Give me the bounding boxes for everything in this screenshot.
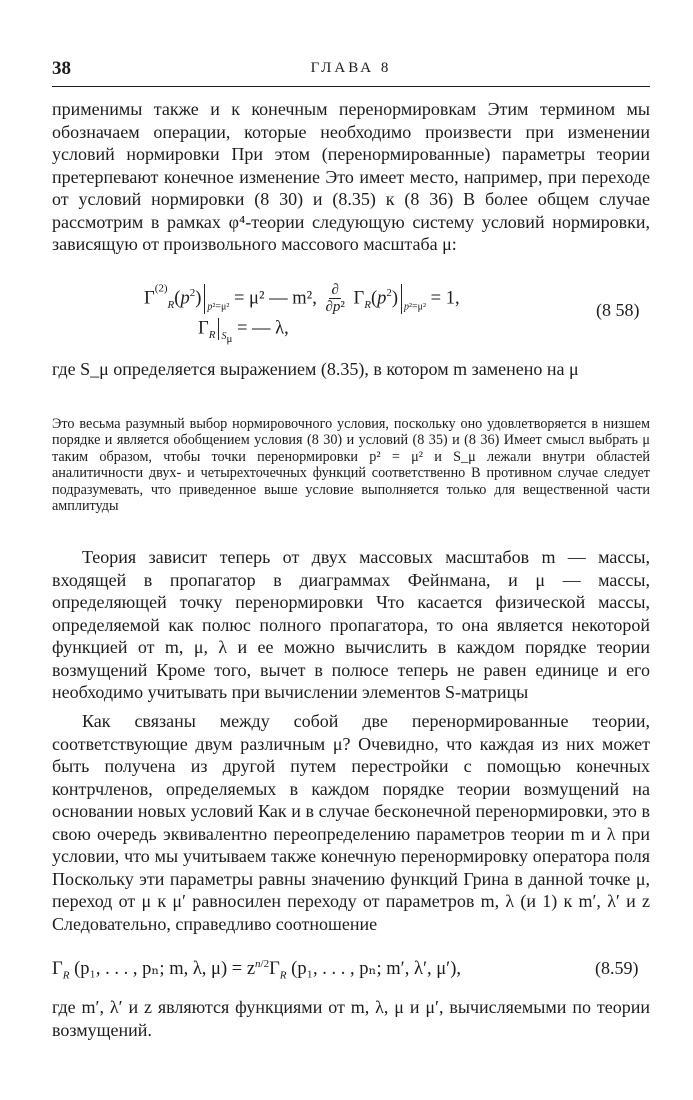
equation-label-8-59: (8.59)	[595, 958, 639, 978]
paragraph-3-text: Теория зависит теперь от двух массовых масштабов m — массы, входящей в пропагатор в диаграммах Фейнмана, и μ — массы, определяющей точку перенормировки Что касается физической массы, определяемой как полюс полного пропагатора, то она является некоторой функцией от m, μ, λ и ее можно вычислить в каждом порядке теории возмущений Кроме того, вычет в полюсе теперь не равен единице и его необходимо учитывать при вычислении элементов S-матрицы	[52, 547, 650, 702]
paragraph-2-text: где S_μ определяется выражением (8.35), в котором m заменено на μ	[52, 359, 579, 379]
paragraph-5-text: где m′, λ′ и z являются функциями от m, λ, μ и μ′, вычисляемыми по теории возмущений.	[52, 997, 650, 1040]
paragraph-1-text: применимы также и к конечным перенормировкам Этим термином мы обозначаем операции, которые необходимо произвести при изменении условий нормировки При этом (перенормированные) параметры теории претерпевают конечное изменение Это имеет место, например, при переходе от условий нормировки (8 30) и (8.35) к (8 36) В более общем случае рассмотрим в рамках φ⁴-теории следующую систему условий нормировки, зависящую от произвольного массового масштаба μ:	[52, 99, 650, 254]
eq858-rhs-1: = μ² — m²,	[233, 288, 317, 309]
page-number: 38	[52, 58, 71, 79]
eq859-rhs: (p₁, . . . , pₙ; m′, λ′, μ′),	[291, 959, 461, 979]
equation-8-59: $\Gamma_R$ (p₁, . . . , pₙ; m, λ, $\mu) = z^{n/2}\Gamma_R$ (p₁, . . . , pₙ; m′, λ′, μ′),	[52, 957, 461, 982]
paragraph-4-text: Как связаны между собой две перенормированные теории, соответствующие двум различным μ? Очевидно, что каждая из них может быть получена из другой путем перестройки с помощью конечных контрчленов, определяемых в каждом порядке теории возмущений на основании новых условий Как и в случае бесконечной перенормировки, это в свою очередь эквивалентно переопределению параметров теории m и λ при условии, что мы учитываем также конечную перенормировку оператора поля Поскольку эти параметры равны значению функций Грина в данной точке μ, переход от μ к μ′ равносилен переходу от параметров m, λ (и 1) к m′, λ′ и z Следовательно, справедливо соотношение	[52, 711, 650, 934]
derivative-fraction: $\frac{\partial}{\text{∂p²}}$	[325, 282, 345, 315]
paragraph-1	[52, 98, 650, 256]
paragraph-3	[52, 546, 650, 704]
small-print-text: Это весьма разумный выбор нормировочного условия, поскольку оно удовлетворяется в низшем порядке и является обобщением условия (8 30) и условий (8 35) и (8 36) Имеет смысл выбрать μ таким образом, чтобы точки перенормировки p² = μ² и S_μ лежали внутри областей аналитичности двух- и четырехточечных функций соответственно В противном случае следует подразумевать, что приведенное выше условие выполняется только для вещественной части амплитуды	[52, 416, 650, 515]
page-header	[52, 58, 650, 84]
equation-8-58-line-2: $\Gamma_R$ $_{S_\mu}$ = — λ,	[198, 318, 289, 346]
paragraph-5	[52, 996, 650, 1041]
eq859-lhs: (p₁, . . . , pₙ; m, λ, μ) = z	[74, 959, 256, 979]
paragraph-4	[52, 710, 650, 935]
paragraph-2	[52, 358, 650, 381]
chapter-title: ГЛАВА 8	[310, 60, 392, 76]
equation-8-58-line-1: $\Gamma^{^{(2)}}_R(p^2) _{p^2=\mu^2} = \mu^2$ — m², $\frac{\partial}{\text{∂p²}} \Gamma_R(p^2) _{p^2=\mu^2} = 1$,	[144, 282, 460, 315]
header-divider	[52, 86, 650, 87]
equation-label-8-58: (8 58)	[596, 300, 640, 320]
eq858-rhs-2: = 1,	[430, 288, 460, 309]
footnote-block	[52, 416, 650, 514]
eq858-rhs-3: = — λ,	[236, 318, 289, 339]
